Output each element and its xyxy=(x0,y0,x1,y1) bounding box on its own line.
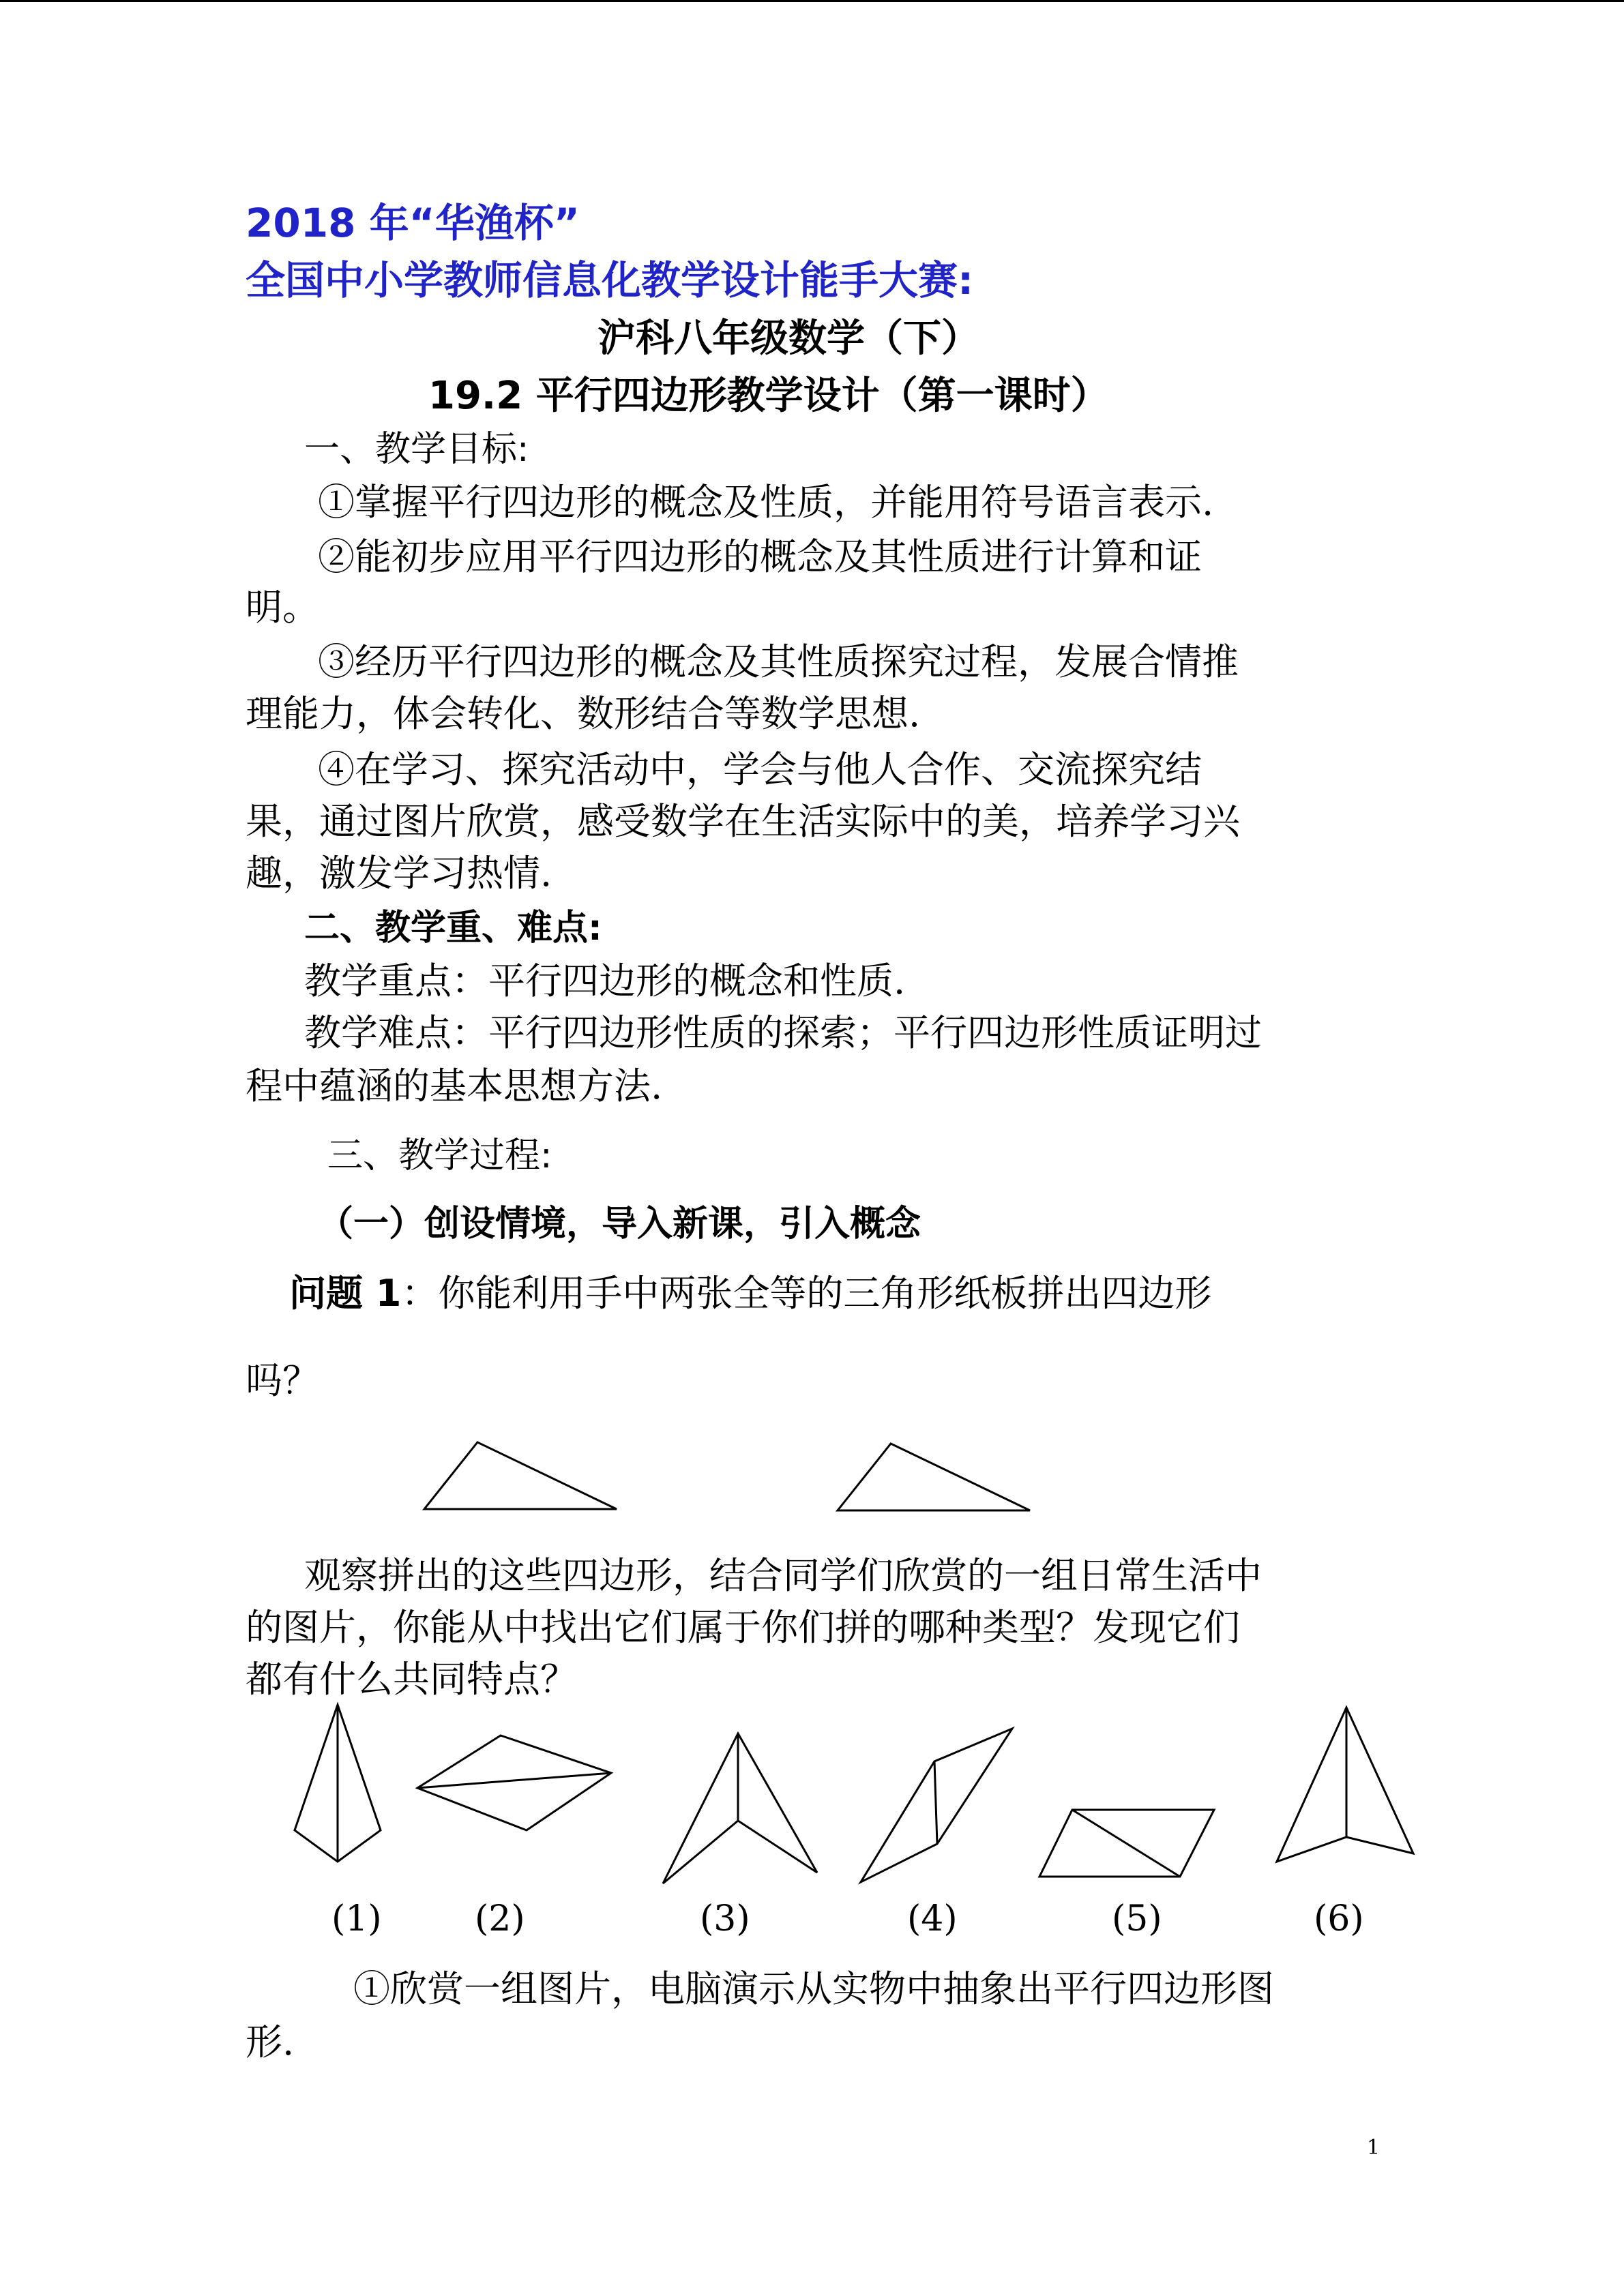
header-line2: 全国中小学教师信息化教学设计能手大赛: xyxy=(246,257,974,303)
figure-label-1: (1) xyxy=(331,1898,382,1939)
figure-2 xyxy=(417,1735,611,1830)
figure-5 xyxy=(1039,1810,1214,1877)
goal-line: ③经历平行四边形的概念及其性质探究过程，发展合情推 xyxy=(318,640,1239,683)
figure-label-5: (5) xyxy=(1112,1898,1162,1939)
question-label: 问题 1 xyxy=(289,1272,402,1315)
figure-6 xyxy=(1277,1708,1413,1862)
figure-4 xyxy=(861,1729,1012,1882)
lesson-title: 19.2 平行四边形教学设计（第一课时） xyxy=(428,374,1109,418)
goal-line: ②能初步应用平行四边形的概念及其性质进行计算和证 xyxy=(318,535,1202,578)
difficulty-line: 程中蕴涵的基本思想方法. xyxy=(246,1064,663,1107)
question-end: 吗？ xyxy=(246,1359,319,1402)
section3-heading: 三、教学过程: xyxy=(327,1135,552,1176)
section1-heading: 一、教学目标: xyxy=(304,429,529,470)
goal-line: 理能力，体会转化、数形结合等数学思想. xyxy=(246,692,921,735)
appreciate-line: ①欣赏一组图片，电脑演示从实物中抽象出平行四边形图 xyxy=(353,1967,1274,2010)
question-text: ：你能利用手中两张全等的三角形纸板拼出四边形 xyxy=(401,1272,1212,1315)
observe-line: 的图片，你能从中找出它们属于你们拼的哪种类型？发现它们 xyxy=(246,1606,1240,1649)
subsection-heading: （一）创设情境，导入新课，引入概念 xyxy=(318,1204,921,1244)
figure-label-2: (2) xyxy=(475,1898,525,1939)
figure-1 xyxy=(295,1705,381,1862)
figure-label-3: (3) xyxy=(700,1898,750,1939)
page-number: 1 xyxy=(1367,2136,1381,2160)
figure-label-6: (6) xyxy=(1314,1898,1364,1939)
appreciate-line: 形. xyxy=(246,2021,295,2063)
goal-line: 明。 xyxy=(246,586,319,629)
goal-line: 趣，激发学习热情. xyxy=(246,852,552,895)
figure-3 xyxy=(663,1733,817,1883)
figure-label-4: (4) xyxy=(907,1898,958,1939)
observe-line: 都有什么共同特点？ xyxy=(246,1658,577,1701)
difficulty-line: 教学难点：平行四边形性质的探索；平行四边形性质证明过 xyxy=(304,1011,1262,1054)
goal-line: ①掌握平行四边形的概念及性质，并能用符号语言表示. xyxy=(318,481,1214,524)
goal-line: 果，通过图片欣赏，感受数学在生活实际中的美，培养学习兴 xyxy=(246,800,1240,843)
subject-title: 沪科八年级数学（下） xyxy=(597,316,979,361)
key-point: 教学重点：平行四边形的概念和性质. xyxy=(304,959,906,1002)
section2-heading: 二、教学重、难点: xyxy=(304,908,602,949)
header-line1: 2018 年“华渔杯” xyxy=(246,200,580,246)
goal-line: ④在学习、探究活动中，学会与他人合作、交流探究结 xyxy=(318,748,1202,791)
observe-line: 观察拼出的这些四边形，结合同学们欣赏的一组日常生活中 xyxy=(304,1554,1262,1597)
